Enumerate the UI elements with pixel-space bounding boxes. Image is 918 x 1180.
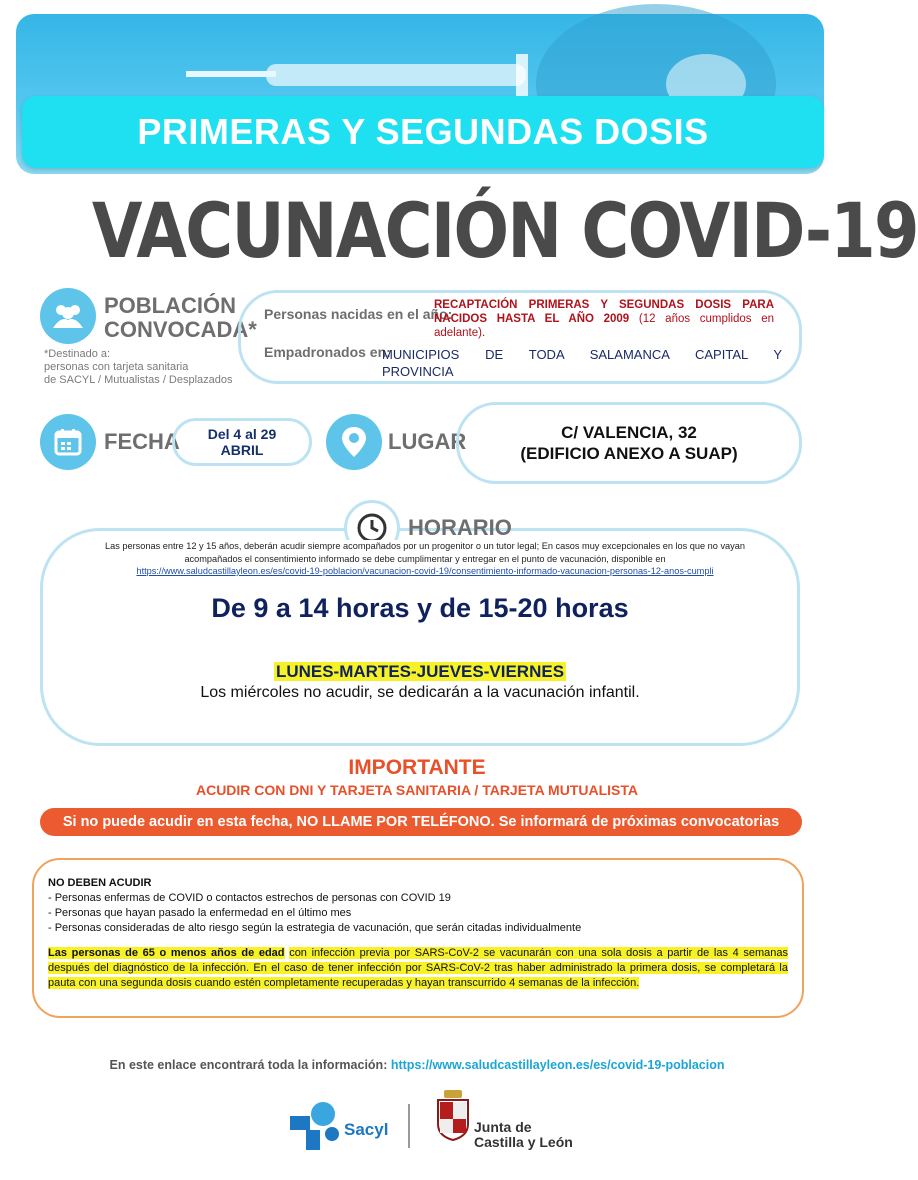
importante-subtitle: ACUDIR CON DNI Y TARJETA SANITARIA / TARJETA MUTUALISTA xyxy=(195,782,639,798)
fecha-label: FECHA xyxy=(104,429,180,454)
date-line1: Del 4 al 29 xyxy=(207,426,277,442)
main-title: VACUNACIÓN COVID-19 xyxy=(91,186,918,275)
no-deben-paragraph: Las personas de 65 o menos años de edad con infección previa por SARS-CoV-2 se vacunarán con una sola dosis a partir de las 4 semanas después del diagnóstico de la infección. En el caso de tener infección por SARS-CoV-2 tras haber administrado la primera dosis, se completará la pauta con una segunda dosis cuando estén completamente recuperadas y hayan transcurrido 4 semanas de la infección. xyxy=(48,947,788,989)
no-deben-title: NO DEBEN ACUDIR xyxy=(48,877,152,889)
empadronados-value-line2: PROVINCIA xyxy=(382,364,454,379)
place-line2: (EDIFICIO ANEXO A SUAP) xyxy=(520,444,738,463)
date-box xyxy=(172,418,312,466)
empadronados-label: Empadronados en: xyxy=(264,344,391,360)
no-deben-text xyxy=(48,876,788,991)
poblacion-note: *Destinado a: personas con tarjeta sanitaria de SACYL / Mutualistas / Desplazados xyxy=(44,348,233,386)
consent-link[interactable]: https://www.saludcastillayleon.es/es/covid-19-poblacion/vacunacion-covid-19/consentimiento-informado-vacunacion-personas-12-anos-cumpli xyxy=(136,566,714,576)
banner-title: PRIMERAS Y SEGUNDAS DOSIS xyxy=(137,111,709,152)
importante-bar: Si no puede acudir en esta fecha, NO LLAME POR TELÉFONO. Se informará de próximas convocatorias xyxy=(40,808,802,836)
no-deben-item: - Personas consideradas de alto riesgo según la estrategia de vacunación, que serán citadas individualmente xyxy=(48,922,582,934)
date-line2: ABRIL xyxy=(220,442,264,458)
hours-text: De 9 a 14 horas y de 15-20 horas xyxy=(211,593,629,623)
horario-note: Las personas entre 12 y 15 años, deberán acudir siempre acompañados por un progenitor o un tutor legal; En casos muy excepcionales en los que no vayan acompañados el consentimiento informado se debe cumplimentar y entregar en el punto de vacunación, disponible en https://www.saludcastillayleon.es/es/covid-19-poblacion/vacunacion-covid-19/consentimiento-informado-vacunacion-personas-12-anos-cumpli xyxy=(80,540,770,578)
importante-title: IMPORTANTE xyxy=(348,756,486,779)
nacidos-label: Personas nacidas en el año: xyxy=(264,306,453,322)
calendar-icon xyxy=(40,414,96,470)
junta-logo-text: Junta de Castilla y León xyxy=(474,1119,573,1150)
lugar-label: LUGAR xyxy=(388,429,467,454)
no-deben-item: - Personas enfermas de COVID o contactos estrechos de personas con COVID 19 xyxy=(48,892,451,904)
nacidos-value: RECAPTACIÓN PRIMERAS Y SEGUNDAS DOSIS PARA NACIDOS HASTA EL AÑO 2009 (12 años cumplidos en adelante). xyxy=(434,299,774,339)
horario-label: HORARIO xyxy=(408,515,512,540)
people-icon xyxy=(40,288,96,344)
days-text: LUNES-MARTES-JUEVES-VIERNES xyxy=(275,662,565,681)
no-deben-item: - Personas que hayan pasado la enfermedad en el último mes xyxy=(48,907,352,919)
footer-link[interactable]: https://www.saludcastillayleon.es/es/covid-19-poblacion xyxy=(390,1058,725,1072)
place-line1: C/ VALENCIA, 32 xyxy=(561,423,697,442)
sacyl-logo-text: Sacyl xyxy=(344,1120,389,1139)
title-banner xyxy=(22,96,824,168)
empadronados-value-line1: MUNICIPIOS DE TODA SALAMANCA CAPITAL Y xyxy=(382,347,782,362)
logo-divider xyxy=(408,1104,410,1148)
junta-shield-icon xyxy=(436,1090,470,1140)
wednesday-note: Los miércoles no acudir, se dedicarán a la vacunación infantil. xyxy=(200,684,640,701)
location-pin-icon xyxy=(326,414,382,470)
poblacion-label: POBLACIÓN CONVOCADA* xyxy=(104,293,257,342)
footer-link-line: En este enlace encontrará toda la información: https://www.saludcastillayleon.es/es/covid-19-poblacion xyxy=(109,1058,725,1072)
sacyl-logo-icon xyxy=(290,1100,340,1152)
place-box xyxy=(456,402,802,484)
